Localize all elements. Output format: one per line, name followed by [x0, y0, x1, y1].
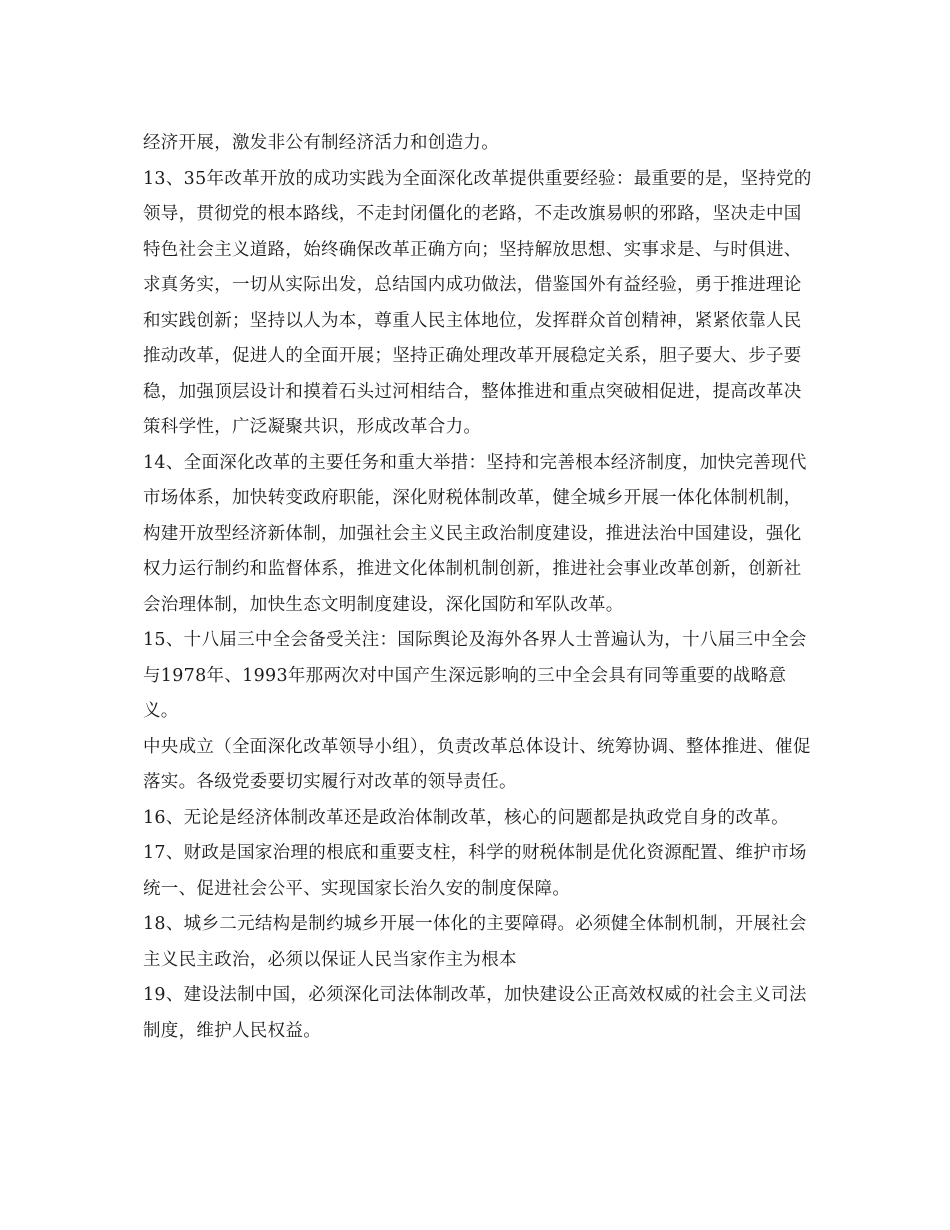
paragraph-13: 13、35年改革开放的成功实践为全面深化改革提供重要经验：最重要的是，坚持党的领导，贯彻党的根本路线，不走封闭僵化的老路，不走改旗易帜的邪路，坚决走中国特色社会主义道路，始终确保改革正确方向；坚持解放思想、实事求是、与时俱进、求真务实，一切从实际出发，总结国内成功做法，借鉴国外有益经验，勇于推进理论和实践创新；坚持以人为本，尊重人民主体地位，发挥群众首创精神，紧紧依靠人民推动改革，促进人的全面开展；坚持正确处理改革开展稳定关系，胆子要大、步子要稳，加强顶层设计和摸着石头过河相结合，整体推进和重点突破相促进，提高改革决策科学性，广泛凝聚共识，形成改革合力。	[143, 168, 812, 437]
paragraph-14: 14、全面深化改革的主要任务和重大举措：坚持和完善根本经济制度，加快完善现代市场体系，加快转变政府职能，深化财税体制改革，健全城乡开展一体化体制机制，构建开放型经济新体制，加强社会主义民主政治制度建设，推进法治中国建设，强化权力运行制约和监督体系，推进文化体制机制创新，推进社会事业改革创新，创新社会治理体制，加快生态文明制度建设，深化国防和军队改革。	[143, 452, 807, 615]
paragraph-16: 16、无论是经济体制改革还是政治体制改革，核心的问题都是执政党自身的改革。	[143, 807, 789, 828]
paragraph-17: 17、财政是国家治理的根底和重要支柱，科学的财税体制是优化资源配置、维护市场统一、促进社会公平、实现国家长治久安的制度保障。	[143, 843, 807, 899]
paragraph-continuation: 经济开展，激发非公有制经济活力和创造力。	[143, 133, 499, 153]
paragraph-15: 15、十八届三中全会备受关注：国际舆论及海外各界人士普遍认为，十八届三中全会与1978年、1993年那两次对中国产生深远影响的三中全会具有同等重要的战略意义。	[143, 630, 807, 721]
document-body	[143, 126, 813, 1049]
paragraph-18: 18、城乡二元结构是制约城乡开展一体化的主要障碍。必须健全体制机制，开展社会主义民主政治，必须以保证人民当家作主为根本	[143, 914, 807, 970]
paragraph-19: 19、建设法制中国，必须深化司法体制改革，加快建设公正高效权威的社会主义司法制度，维护人民权益。	[143, 985, 807, 1041]
paragraph-central-group: 中央成立（全面深化改革领导小组），负责改革总体设计、统筹协调、整体推进、催促落实。各级党委要切实履行对改革的领导责任。	[143, 736, 811, 792]
